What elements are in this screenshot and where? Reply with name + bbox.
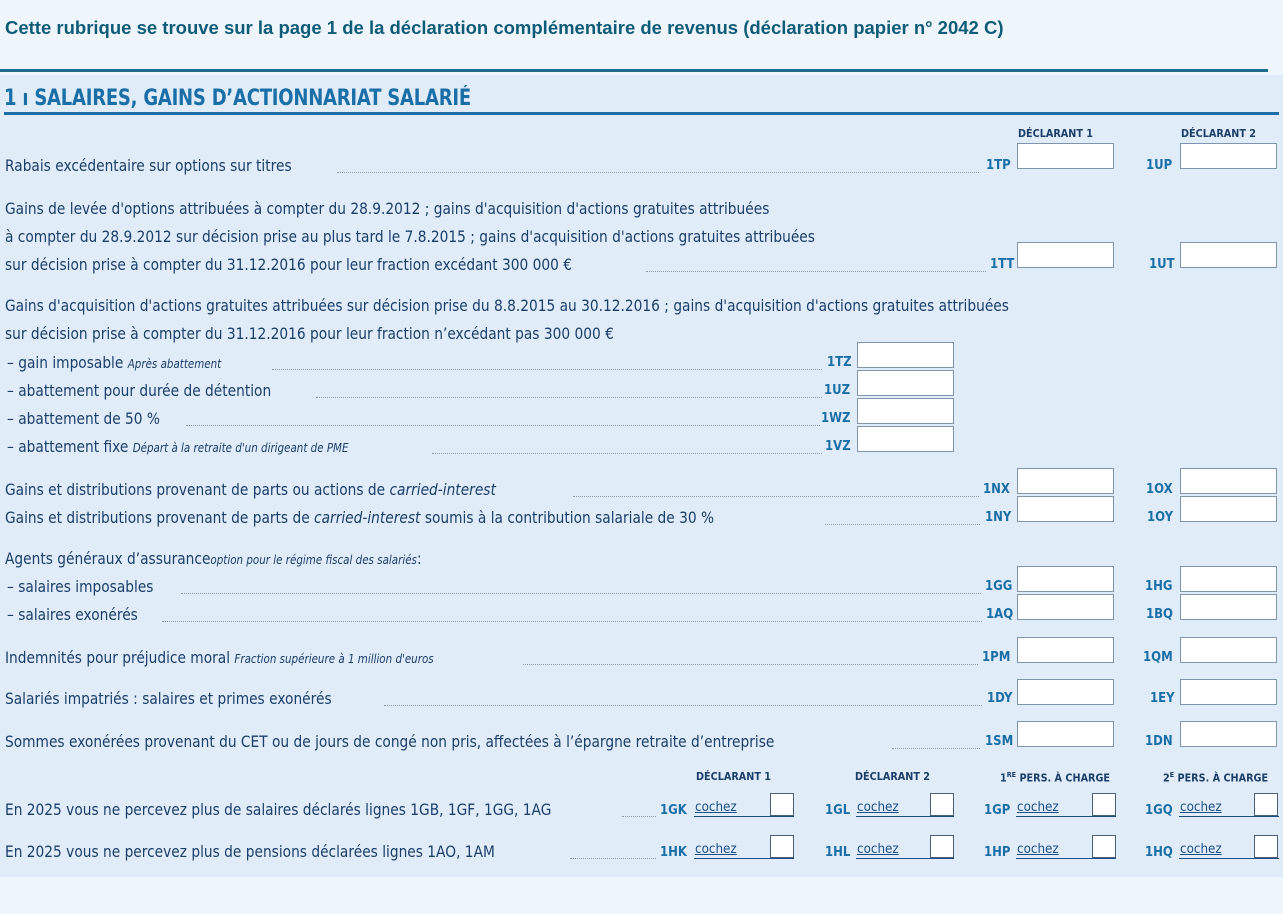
cochez-link[interactable]: cochez (695, 842, 737, 857)
levee-label-line2: à compter du 28.9.2012 sur décision prise au plus tard le 7.8.2015 ; gains d'acquisition d'actions gratuites attribuées (5, 227, 815, 246)
code-1hg: 1HG (1145, 579, 1173, 594)
input-1hg[interactable] (1180, 566, 1277, 592)
input-1sm[interactable] (1017, 721, 1114, 747)
code-1dn: 1DN (1145, 734, 1173, 749)
code-1tz: 1TZ (827, 355, 852, 370)
check-underline (856, 858, 954, 859)
input-1gg[interactable] (1017, 566, 1114, 592)
checkbox-1gk[interactable] (770, 793, 794, 816)
code-1gl: 1GL (825, 803, 851, 818)
cochez-link[interactable]: cochez (1180, 842, 1222, 857)
notice-divider (0, 69, 1268, 72)
code-1dy: 1DY (987, 691, 1013, 706)
header-check-declarant-1: DÉCLARANT 1 (696, 771, 772, 783)
leader-dots (646, 270, 986, 272)
checkbox-1gq[interactable] (1254, 793, 1278, 816)
levee-label-line3: sur décision prise à compter du 31.12.2016 pour leur fraction excédant 300 000 € (5, 255, 573, 274)
input-1nx[interactable] (1017, 468, 1114, 494)
code-1ox: 1OX (1146, 482, 1173, 497)
input-1vz[interactable] (857, 426, 954, 452)
agents-generaux-label: Agents généraux d’assuranceoption pour le régime fiscal des salariés: (5, 549, 422, 568)
code-1qm: 1QM (1143, 650, 1173, 665)
section-title: 1 ı SALAIRES, GAINS D’ACTIONNARIAT SALARIÉ (4, 86, 471, 111)
input-1tt[interactable] (1017, 242, 1114, 268)
code-1wz: 1WZ (821, 411, 851, 426)
carried-interest-contribution-label: Gains et distributions provenant de parts de carried-interest soumis à la contribution salariale de 30 % (5, 508, 715, 527)
salaires-exoneres-label: – salaires exonérés (7, 605, 138, 624)
abattement-50-label: – abattement de 50 % (7, 409, 160, 428)
leader-dots (162, 620, 982, 622)
checkbox-1gp[interactable] (1092, 793, 1116, 816)
header-declarant-2: DÉCLARANT 2 (1181, 128, 1257, 140)
rabais-label: Rabais excédentaire sur options sur titres (5, 156, 292, 175)
input-1dn[interactable] (1180, 721, 1277, 747)
abattement-duree-label: – abattement pour durée de détention (7, 381, 272, 400)
code-1up: 1UP (1146, 158, 1173, 173)
leader-dots (181, 592, 981, 594)
acquisition-label-line1: Gains d'acquisition d'actions gratuites attribuées sur décision prise du 8.8.2015 au 30.12.2016 ; gains d'acquisition d'actions gratuites attribuées (5, 296, 1009, 315)
check-underline (694, 816, 794, 817)
input-1qm[interactable] (1180, 637, 1277, 663)
cochez-link[interactable]: cochez (1017, 800, 1059, 815)
code-1nx: 1NX (983, 482, 1010, 497)
code-1tt: 1TT (990, 257, 1015, 272)
checkbox-1hp[interactable] (1092, 835, 1116, 858)
code-1gp: 1GP (984, 803, 1011, 818)
leader-dots (337, 171, 979, 173)
checkbox-1hq[interactable] (1254, 835, 1278, 858)
check-underline (856, 816, 954, 817)
leader-dots (622, 815, 656, 817)
cochez-link[interactable]: cochez (1180, 800, 1222, 815)
cochez-link[interactable]: cochez (857, 800, 899, 815)
check-underline (694, 858, 794, 859)
leader-dots (272, 368, 822, 370)
leader-dots (570, 857, 656, 859)
code-1tp: 1TP (986, 158, 1011, 173)
input-1tz[interactable] (857, 342, 954, 368)
indemnites-label: Indemnités pour préjudice moral Fraction supérieure à 1 million d'euros (5, 648, 434, 667)
check-underline (1016, 858, 1116, 859)
sommes-exonerees-cet-label: Sommes exonérées provenant du CET ou de jours de congé non pris, affectées à l’épargne retraite d’entreprise (5, 732, 775, 751)
code-1oy: 1OY (1147, 510, 1174, 525)
code-1gg: 1GG (985, 579, 1013, 594)
input-1tp[interactable] (1017, 143, 1114, 169)
cochez-link[interactable]: cochez (695, 800, 737, 815)
input-1aq[interactable] (1017, 594, 1114, 620)
salaries-impatries-label: Salariés impatriés : salaires et primes exonérés (5, 689, 332, 708)
abattement-fixe-label: – abattement fixe Départ à la retraite d'un dirigeant de PME (7, 437, 349, 456)
leader-dots (523, 663, 978, 665)
input-1ox[interactable] (1180, 468, 1277, 494)
code-1vz: 1VZ (825, 439, 851, 454)
input-1up[interactable] (1180, 143, 1277, 169)
check-underline (1179, 816, 1279, 817)
input-1oy[interactable] (1180, 496, 1277, 522)
leader-dots (384, 704, 982, 706)
carried-interest-label: Gains et distributions provenant de parts ou actions de carried-interest (5, 480, 496, 499)
header-check-declarant-2: DÉCLARANT 2 (855, 771, 931, 783)
code-1aq: 1AQ (986, 607, 1014, 622)
leader-dots (825, 523, 980, 525)
section-divider (4, 112, 1279, 115)
input-1wz[interactable] (857, 398, 954, 424)
code-1bq: 1BQ (1146, 607, 1174, 622)
checkbox-1hk[interactable] (770, 835, 794, 858)
input-1uz[interactable] (857, 370, 954, 396)
code-1ey: 1EY (1150, 691, 1175, 706)
input-1ut[interactable] (1180, 242, 1277, 268)
cochez-link[interactable]: cochez (1017, 842, 1059, 857)
code-1hp: 1HP (984, 845, 1011, 860)
check-row-salaires-label: En 2025 vous ne percevez plus de salaires déclarés lignes 1GB, 1GF, 1GG, 1AG (5, 800, 552, 819)
check-row-pensions-label: En 2025 vous ne percevez plus de pensions déclarées lignes 1AO, 1AM (5, 842, 495, 861)
header-declarant-1: DÉCLARANT 1 (1018, 128, 1094, 140)
acquisition-label-line2: sur décision prise à compter du 31.12.2016 pour leur fraction n’excédant pas 300 000 € (5, 324, 614, 343)
code-1uz: 1UZ (824, 383, 851, 398)
input-1pm[interactable] (1017, 637, 1114, 663)
checkbox-1hl[interactable] (930, 835, 954, 858)
code-1gq: 1GQ (1145, 803, 1173, 818)
leader-dots (892, 747, 980, 749)
leader-dots (573, 495, 979, 497)
cochez-link[interactable]: cochez (857, 842, 899, 857)
input-1ey[interactable] (1180, 679, 1277, 705)
code-1hl: 1HL (825, 845, 851, 860)
code-1ut: 1UT (1149, 257, 1175, 272)
code-1hk: 1HK (660, 845, 687, 860)
check-underline (1179, 858, 1279, 859)
code-1sm: 1SM (985, 734, 1014, 749)
rubrique-notice: Cette rubrique se trouve sur la page 1 de la déclaration complémentaire de revenus (déclaration papier n° 2042 C) (5, 17, 1004, 38)
input-1bq[interactable] (1180, 594, 1277, 620)
input-1ny[interactable] (1017, 496, 1114, 522)
input-1dy[interactable] (1017, 679, 1114, 705)
check-underline (1016, 816, 1116, 817)
salaires-imposables-label: – salaires imposables (7, 577, 154, 596)
code-1gk: 1GK (660, 803, 687, 818)
gain-imposable-label: – gain imposable Après abattement (7, 353, 222, 372)
leader-dots (186, 424, 820, 426)
code-1pm: 1PM (982, 650, 1011, 665)
code-1ny: 1NY (985, 510, 1012, 525)
levee-label-line1: Gains de levée d'options attribuées à compter du 28.9.2012 ; gains d'acquisition d'actions gratuites attribuées (5, 199, 770, 218)
leader-dots (316, 396, 822, 398)
checkbox-1gl[interactable] (930, 793, 954, 816)
code-1hq: 1HQ (1145, 845, 1173, 860)
leader-dots (432, 452, 822, 454)
header-check-pac-1: 1RE PERS. À CHARGE (1000, 771, 1111, 785)
header-check-pac-2: $2^E$ PERS. À CHARGE (1163, 771, 1269, 785)
